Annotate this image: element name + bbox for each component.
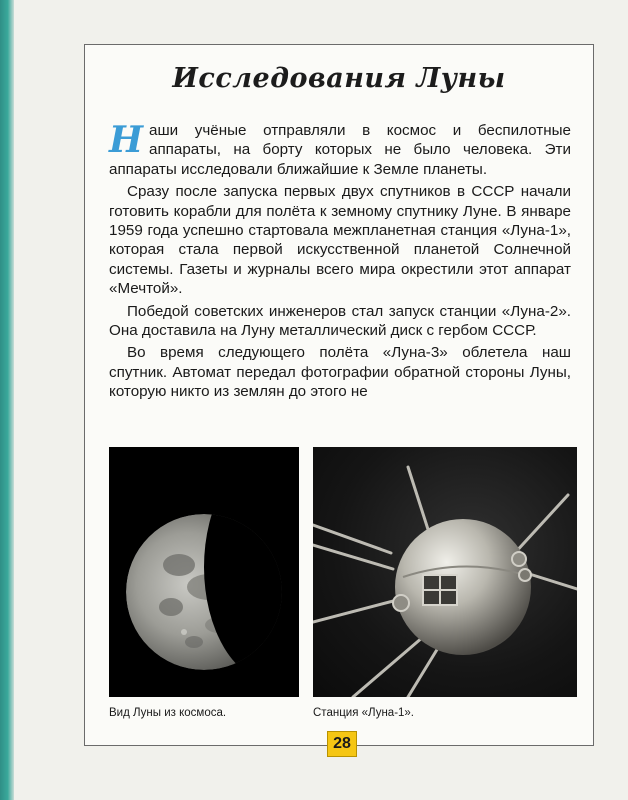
paragraph-2: Сразу после запуска первых двух спутников в СССР начали готовить корабли для полёта к земному спутнику Луне. В январе 1959 года успешно стартовала межпланетная станция «Луна-1», которая стала первой искусственной планетой Солнечной системы. Газеты и журналы всего мира окрестили этот аппарат «Мечтой». (109, 183, 571, 298)
paragraph-3: Победой советских инженеров стал запуск станции «Луна-2». Она доставила на Луну металлический диск с гербом СССР. (109, 302, 571, 340)
luna-1-photo (313, 447, 577, 697)
drop-cap: Н (109, 119, 144, 161)
station-photo-caption: Станция «Луна-1». (313, 707, 415, 719)
paragraph-4: Во время следующего полёта «Луна-3» облетела наш спутник. Автомат передал фотографии обратной стороны Луны, которую никто из землян до этого не (109, 344, 571, 401)
page-title: Исследования Луны (172, 63, 506, 94)
luna-1-station-illustration (313, 447, 577, 697)
moon-photo (109, 447, 299, 697)
paragraph-1-text: аши учёные отправляли в космос и беспилотные аппараты, на борту которых не было человека. Эти аппараты исследовали ближайшие к Земле планеты. (109, 122, 571, 178)
paragraph-1 (109, 121, 571, 179)
page-number-badge: 28 (327, 731, 357, 757)
article-body (109, 121, 571, 405)
page-frame (84, 44, 594, 752)
moon-illustration (109, 447, 299, 697)
book-spine (0, 0, 14, 800)
moon-photo-caption: Вид Луны из космоса. (109, 707, 227, 719)
